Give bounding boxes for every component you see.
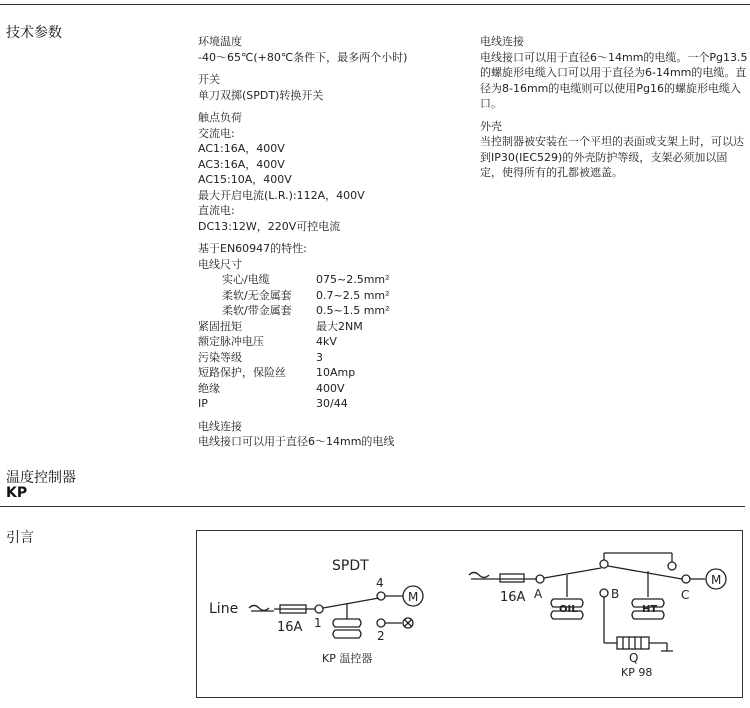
conn-value-left: 电线接口可以用于直径6～14mm的电线 [198, 435, 395, 448]
spec-row [198, 396, 468, 412]
ground-icon [661, 643, 673, 651]
ac3-value: AC3:16A，400V [198, 157, 285, 171]
ac-tilde-icon [249, 606, 269, 611]
spec-value: 0.5~1.5 mm² [316, 304, 390, 317]
spec-label: IP [198, 397, 208, 410]
spec-label: 绝缘 [198, 381, 220, 395]
terminal-4 [377, 592, 385, 600]
right-spec-column [480, 34, 748, 181]
spec-value: 4kV [316, 335, 337, 348]
product-title: 温度控制器 [6, 470, 76, 486]
caption-right: KP 98 [621, 666, 653, 679]
max-inrush-value: 最大开启电流(L.R.):112A，400V [198, 188, 365, 202]
switch-arm-a [544, 568, 601, 578]
spec-value: 400V [316, 381, 345, 395]
ac15-value: AC15:10A，400V [198, 173, 292, 186]
q-label: Q [629, 651, 639, 665]
housing-label: 外壳 [480, 119, 502, 133]
ambient-value: -40～65℃(+80℃条件下，最多两个小时) [198, 50, 408, 64]
terminal-c [682, 575, 690, 583]
left-spec-column [198, 34, 468, 450]
fuse-icon [500, 574, 524, 582]
product-code: KP [6, 485, 28, 501]
spec-row [198, 272, 468, 288]
spec-row [198, 303, 468, 319]
terminal-a [536, 575, 544, 583]
terminal-1-label: 1 [314, 616, 322, 630]
section-title-tech-params: 技术参数 [6, 25, 62, 41]
spec-row [198, 288, 468, 304]
spec-label: 柔软/无金属套 [222, 288, 292, 302]
spec-value: 30/44 [316, 397, 348, 410]
spec-value: 最大2NM [316, 319, 363, 333]
spec-value: 10Amp [316, 366, 356, 379]
spec-label: 短路保护，保险丝 [198, 366, 286, 379]
terminal-b-label: B [611, 587, 620, 601]
ac-label: 交流电: [198, 126, 235, 140]
terminal-a-label: A [534, 587, 543, 601]
switch-label: 开关 [198, 73, 220, 86]
ht-label: HT [642, 604, 658, 615]
housing-text: 当控制器被安装在一个平坦的表面或支架上时，可以达到IP30(IEC529)的外壳防护等级，支架必须加以固定，使得所有的孔都被遮盖。 [480, 135, 744, 179]
wiring-diagram-box [196, 530, 743, 698]
terminal-b [600, 589, 608, 597]
wire-label: 电线尺寸 [198, 257, 242, 271]
lamp-cross [405, 620, 412, 627]
dc-label: 直流电: [198, 204, 235, 217]
caption-left: KP 温控器 [322, 652, 373, 665]
switch-arm-c [608, 566, 682, 579]
terminal-4-label: 4 [376, 576, 384, 590]
en-label: 基于EN60947的特性: [198, 242, 307, 255]
terminal-c-label: C [681, 588, 690, 602]
motor-right-label: M [711, 573, 722, 587]
top-rule [0, 4, 750, 5]
intro-title: 引言 [6, 530, 34, 546]
contact-label: 触点负荷 [198, 111, 242, 124]
spec-value: 3 [316, 350, 323, 364]
spec-label: 额定脉冲电压 [198, 335, 264, 348]
spec-row [198, 319, 468, 335]
spec-value: 075~2.5mm² [316, 273, 390, 286]
fuse-left-label: 16A [277, 620, 303, 635]
switch-arm [323, 598, 379, 608]
conn-text-right: 电线接口可以用于直径6～14mm的电缆。一个Pg13.5的螺旋形电缆入口可以用于直径为6-14mm的电缆。直径为8-16mm的电缆则可以使用Pg16的螺旋形电缆入口。 [480, 50, 748, 110]
spec-label: 污染等级 [198, 350, 242, 364]
fuse-right-label: 16A [500, 590, 526, 605]
terminal-2 [377, 619, 385, 627]
spec-row [198, 365, 468, 381]
spdt-label: SPDT [332, 558, 369, 574]
motor-left-label: M [408, 590, 419, 604]
ambient-label: 环境温度 [198, 35, 242, 48]
terminal-top-mid [600, 560, 608, 568]
wiring-diagram [197, 531, 742, 697]
switch-value: 单刀双掷(SPDT)转换开关 [198, 88, 324, 102]
spec-label: 实心/电缆 [222, 273, 270, 286]
conn-label-left: 电线连接 [198, 419, 242, 433]
terminal-top-right [668, 562, 676, 570]
bellows-icon [333, 619, 361, 638]
conn-label-right: 电线连接 [480, 35, 524, 48]
spec-label: 紧固扭矩 [198, 319, 242, 333]
ac-tilde-icon [469, 573, 489, 578]
spec-row [198, 381, 468, 397]
spec-row [198, 350, 468, 366]
line-label: Line [209, 601, 239, 617]
coil-windings [623, 637, 641, 649]
section-rule [0, 506, 745, 507]
spec-label: 柔软/带金属套 [222, 304, 292, 317]
spec-value: 0.7~2.5 mm² [316, 288, 390, 302]
ac1-value: AC1:16A，400V [198, 142, 285, 155]
spec-row [198, 334, 468, 350]
oil-label: OIL [559, 604, 578, 615]
terminal-2-label: 2 [377, 629, 385, 643]
dc13-value: DC13:12W，220V可控电流 [198, 219, 341, 233]
coil-icon [617, 637, 649, 649]
spec-list [198, 272, 468, 412]
terminal-1 [315, 605, 323, 613]
